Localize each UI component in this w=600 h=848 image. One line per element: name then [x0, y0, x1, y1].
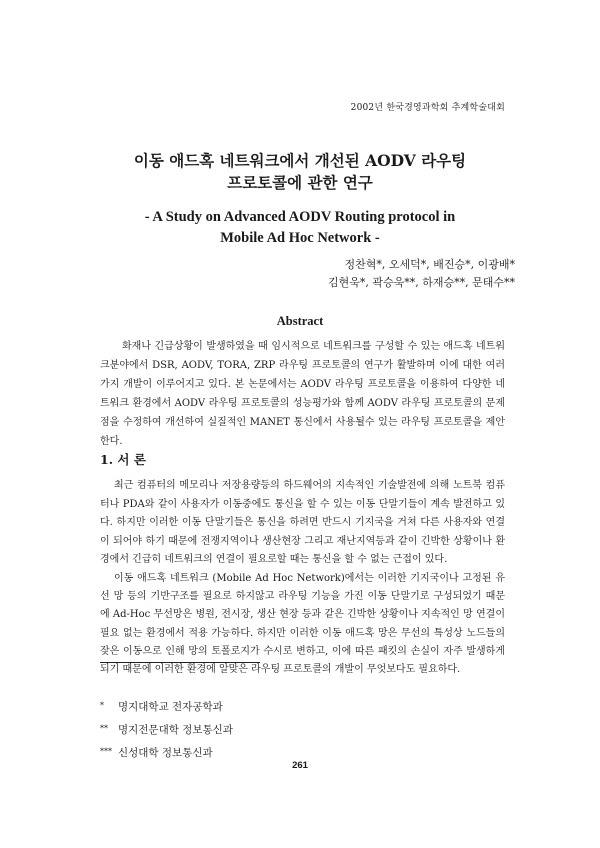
abstract-heading: Abstract [276, 314, 324, 328]
footnote-divider [100, 662, 260, 663]
footnote-affiliation-2 [100, 718, 233, 741]
page-number: 261 [292, 760, 308, 771]
footnote-mark: ** [100, 724, 108, 733]
footnote-mark: *** [100, 747, 112, 756]
introduction-paragraph-2: 이동 애드혹 네트워크 (Mobile Ad Hoc Network)에서는 이러한 기지국이나 고정된 유선 망 등의 기반구조를 필요로 하지않고 라우팅 기능을 가진 이동 단말기로 구성되었기 때문에 Ad-Hoc 무선망은 병원, 전시장, 생산 현장 등과 같은 긴박한 상황이나 지속적인 망 연결이 필요 없는 환경에서 적용 가능하다. 하지만 이러한 이동 애드혹 망은 무선의 특성상 노드들의 잦은 이동으로 인해 망의 토폴로지가 수시로 변하고, 이에 따른 패킷의 손실이 자주 발생하게 되기 때문에 이러한 환경에 알맞은 라우팅 프로토콜의 개발이 무엇보다도 필요하다. [100, 573, 505, 676]
english-title-line-1: - A Study on Advanced AODV Routing protocol in [144, 209, 456, 225]
author-line-1: 정찬혁*, 오세덕*, 배진승*, 이광배* [344, 258, 515, 271]
footnote-list [100, 695, 233, 764]
footnote-text: 명지전문대학 정보통신과 [118, 724, 233, 736]
footnote-affiliation-1 [100, 695, 233, 718]
english-title-line-2: Mobile Ad Hoc Network - [220, 230, 380, 246]
running-header: 2002년 한국경영과학회 추계학술대회 [350, 103, 505, 113]
korean-title-line-2: 프로토콜에 관한 연구 [227, 173, 373, 192]
english-title [0, 207, 600, 249]
footnote-text: 명지대학교 전자공학과 [118, 701, 223, 713]
author-list [328, 256, 515, 292]
korean-title-line-1: 이동 애드혹 네트워크에서 개선된 AODV 라우팅 [133, 151, 467, 170]
korean-title [0, 150, 600, 194]
author-line-2: 김현욱*, 곽승욱**, 하재승**, 문태수** [328, 276, 515, 289]
abstract-body: 화재나 긴급상황이 발생하였을 때 임시적으로 네트워크를 구성할 수 있는 애드혹 네트워크분야에서 DSR, AODV, TORA, ZRP 라우팅 프로토콜의 연구가 활발하며 이에 대한 여러 가지 개발이 이루어지고 있다. 본 논문에서는 AODV 라우팅 프로토콜을 이용하여 다양한 네트워크 환경에서 AODV 라우팅 프로토콜의 성능평가와 함께 AODV 라우팅 프로토콜의 문제점을 수정하여 개선하여 실질적인 MANET 통신에서 사용될수 있는 라우팅 프로토콜을 제안한다. [100, 341, 505, 447]
footnote-text: 신성대학 정보통신과 [118, 747, 213, 759]
section-heading-introduction: 1. 서 론 [100, 452, 146, 467]
footnote-mark: * [100, 701, 104, 710]
introduction-paragraph-1: 최근 컴퓨터의 메모리나 저장용량등의 하드웨어의 지속적인 기술발전에 의해 노트북 컴퓨터나 PDA와 같이 사용자가 이동중에도 통신을 할 수 있는 이동 단말기들이 계속 발전하고 있다. 하지만 이러한 이동 단말기들은 통신을 하려면 반드시 기지국을 거쳐 다른 사용자와 연결이 되어야 하기 때문에 전쟁지역이나 생산현장 그리고 재난지역등과 같이 긴박한 상황이나 환경에서 긴급히 네트워크의 연결이 필요로할 때는 통신을 할 수 없는 근접이 있다. [100, 480, 505, 566]
